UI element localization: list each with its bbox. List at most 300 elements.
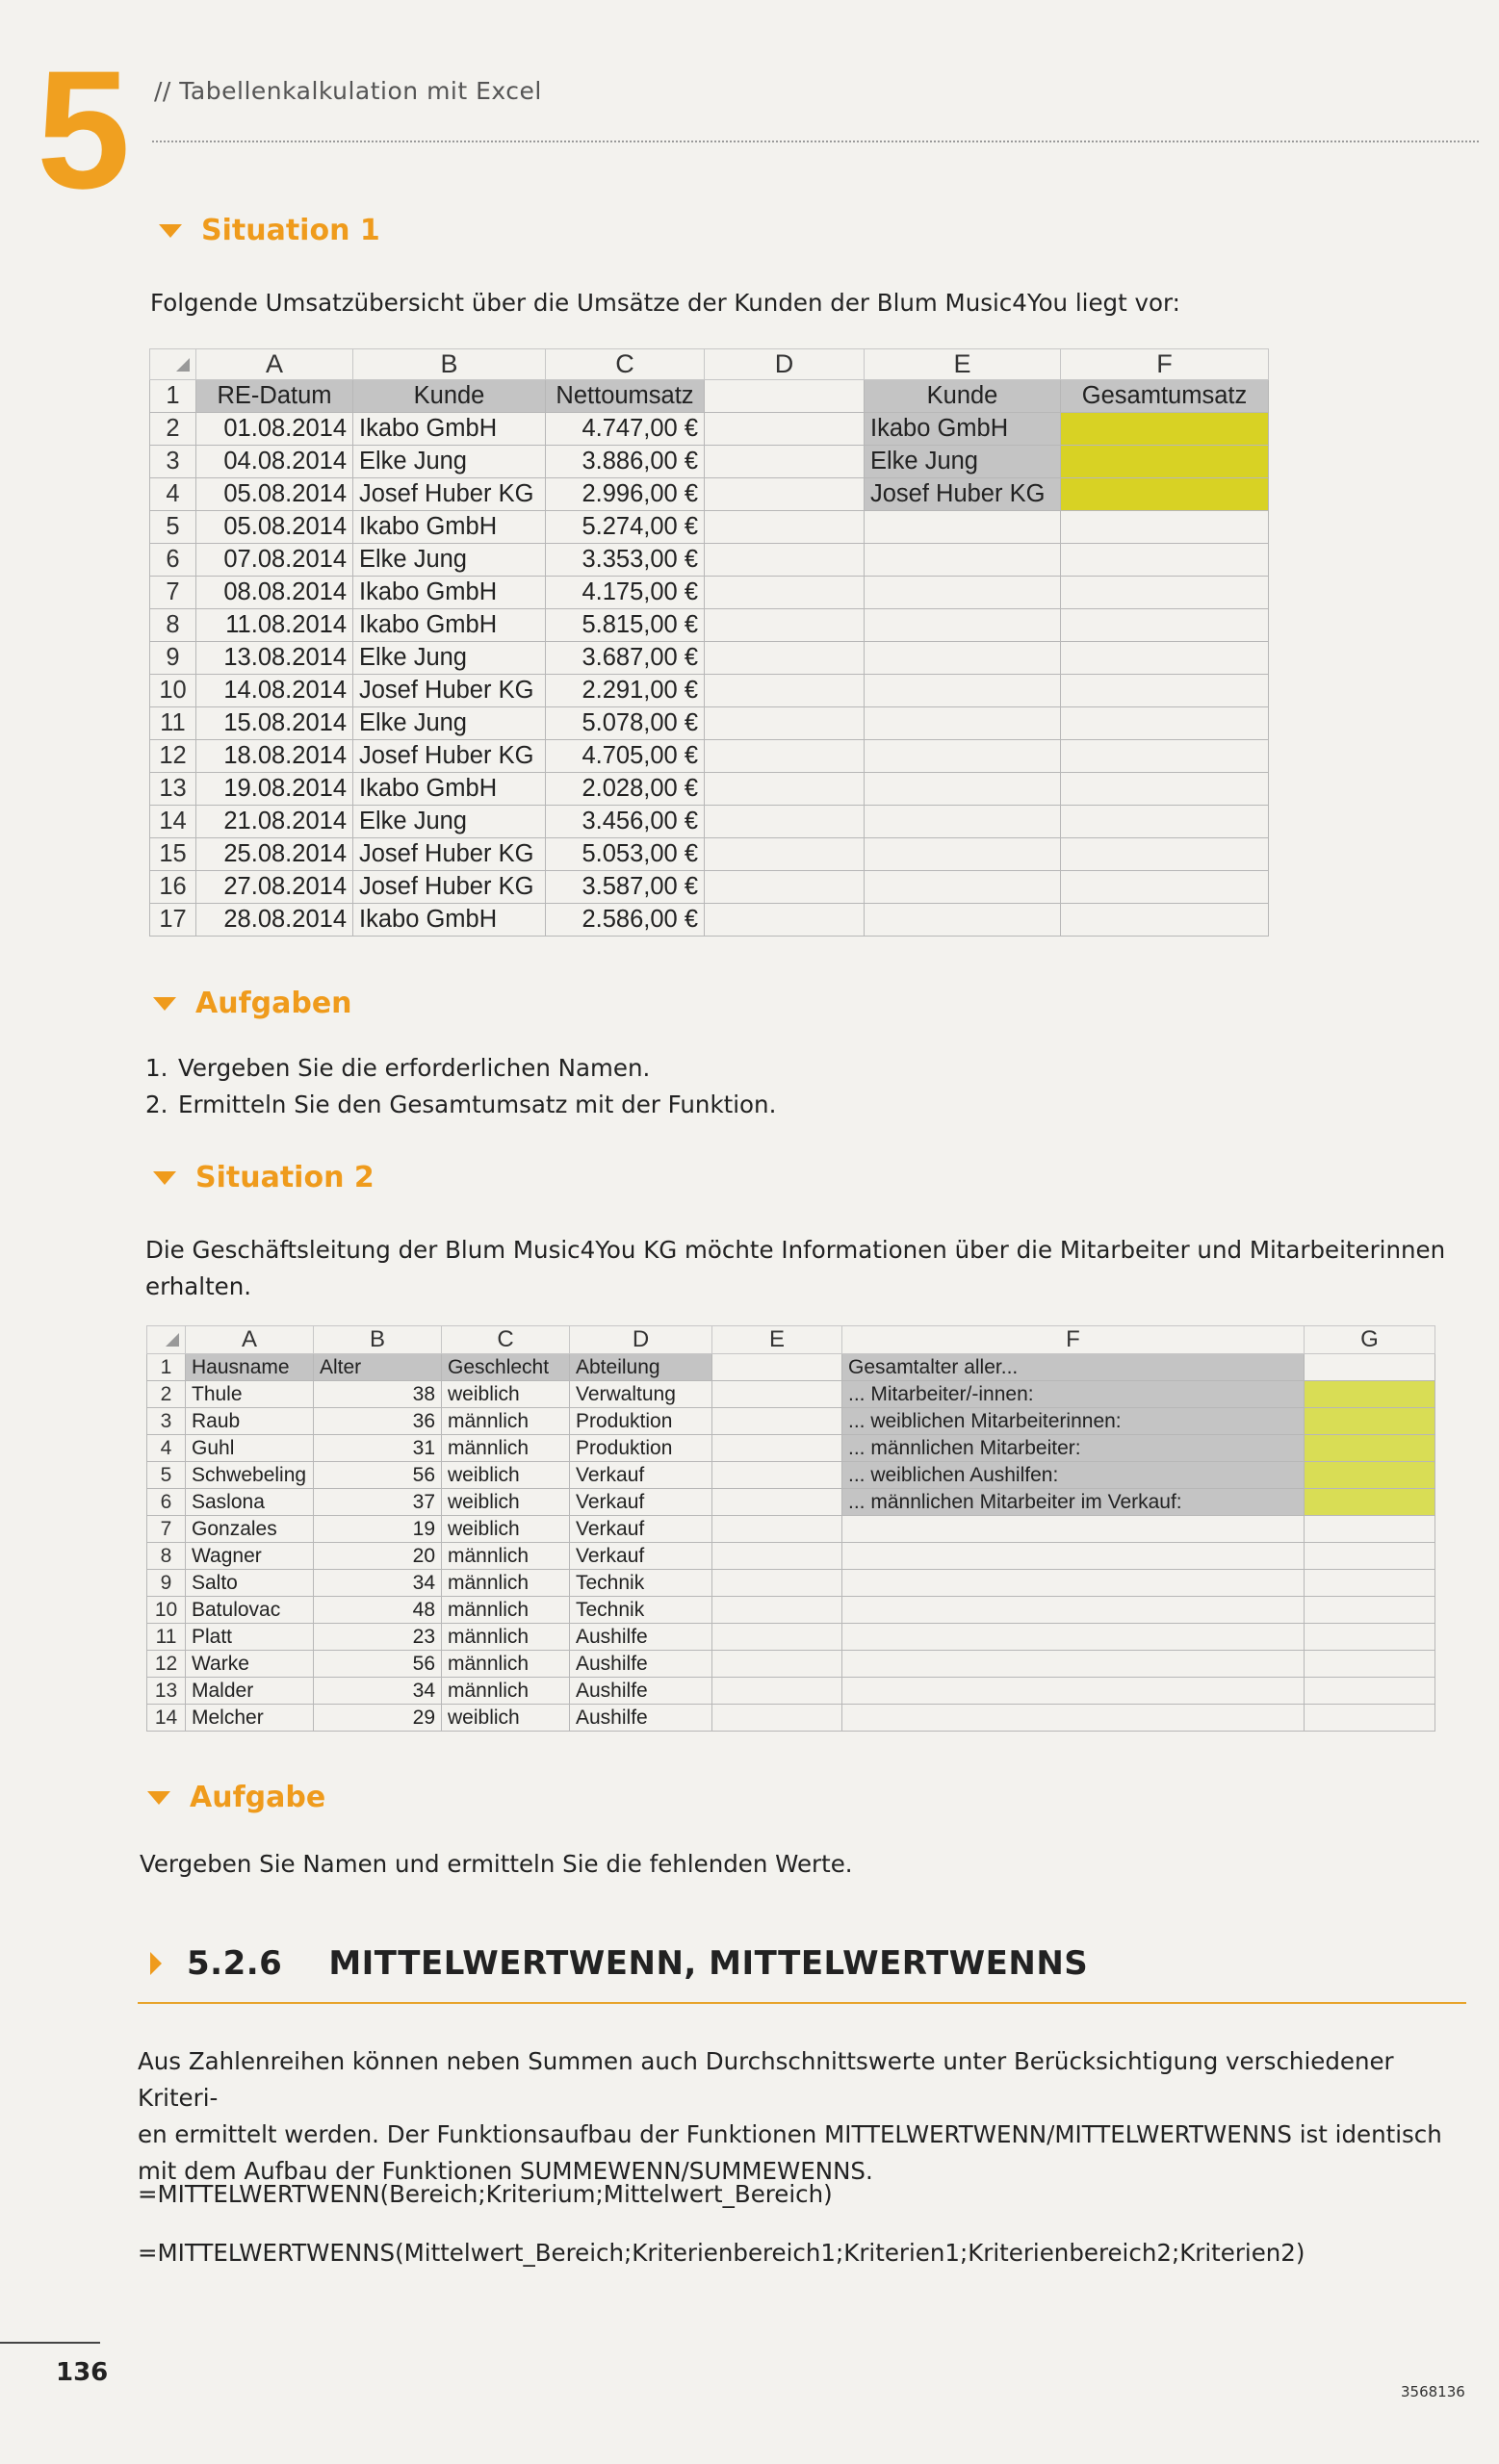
cell-empty[interactable] — [705, 740, 865, 773]
cell-name[interactable]: Thule — [186, 1381, 314, 1408]
cell-empty[interactable] — [842, 1543, 1305, 1570]
cell-empty[interactable] — [705, 871, 865, 904]
cell-empty[interactable] — [865, 904, 1061, 937]
cell-empty[interactable] — [712, 1651, 842, 1678]
summary-header-total[interactable]: Gesamtumsatz — [1061, 380, 1269, 413]
cell-empty[interactable] — [842, 1597, 1305, 1624]
column-header-row — [150, 349, 1269, 380]
header-cell-department[interactable]: Abteilung — [570, 1354, 712, 1381]
row-number[interactable]: 14 — [147, 1705, 186, 1732]
cell-empty[interactable] — [1305, 1678, 1435, 1705]
cell-date[interactable]: 21.08.2014 — [196, 806, 353, 838]
situation-2-intro — [145, 1232, 1445, 1305]
cell-name[interactable]: Guhl — [186, 1435, 314, 1462]
header-cell-age[interactable]: Alter — [314, 1354, 442, 1381]
summary-value-input[interactable] — [1305, 1435, 1435, 1462]
cell-age[interactable]: 31 — [314, 1435, 442, 1462]
table-row — [147, 1381, 1435, 1408]
cell-age[interactable]: 37 — [314, 1489, 442, 1516]
row-number[interactable]: 3 — [147, 1408, 186, 1435]
cell-empty[interactable] — [865, 577, 1061, 609]
cell-date[interactable]: 08.08.2014 — [196, 577, 353, 609]
task-2-title: Aufgabe — [190, 1781, 326, 1814]
cell-empty[interactable] — [705, 773, 865, 806]
summary-value-input[interactable] — [1305, 1462, 1435, 1489]
table-row — [147, 1678, 1435, 1705]
cell-date[interactable]: 05.08.2014 — [196, 478, 353, 511]
cell-customer[interactable]: Josef Huber KG — [353, 871, 546, 904]
cell-empty[interactable] — [1061, 838, 1269, 871]
cell-empty[interactable] — [712, 1597, 842, 1624]
column-header-c[interactable]: C — [546, 349, 705, 380]
cell-gender[interactable]: weiblich — [442, 1381, 570, 1408]
cell-empty[interactable] — [1061, 707, 1269, 740]
cell-empty[interactable] — [705, 478, 865, 511]
summary-label[interactable]: ... männlichen Mitarbeiter im Verkauf: — [842, 1489, 1305, 1516]
table-row — [147, 1516, 1435, 1543]
situation-2-title: Situation 2 — [195, 1161, 375, 1194]
cell-age[interactable]: 48 — [314, 1597, 442, 1624]
header-row — [150, 380, 1269, 413]
cell-customer[interactable]: Ikabo GmbH — [353, 413, 546, 446]
cell-department[interactable]: Aushilfe — [570, 1624, 712, 1651]
row-number[interactable]: 8 — [147, 1543, 186, 1570]
cell-customer[interactable]: Ikabo GmbH — [353, 609, 546, 642]
cell-gender[interactable]: männlich — [442, 1651, 570, 1678]
cell-empty[interactable] — [705, 904, 865, 937]
task-number: 1. — [145, 1054, 168, 1082]
cell-customer[interactable]: Elke Jung — [353, 446, 546, 478]
summary-customer[interactable]: Elke Jung — [865, 446, 1061, 478]
cell-empty[interactable] — [1061, 806, 1269, 838]
cell-empty[interactable] — [705, 707, 865, 740]
select-all-corner[interactable] — [147, 1326, 186, 1354]
cell-empty[interactable] — [1061, 511, 1269, 544]
table-row — [150, 675, 1269, 707]
situation-1-intro: Folgende Umsatzübersicht über die Umsätze der Kunden der Blum Music4You liegt vor: — [150, 289, 1180, 317]
cell-age[interactable]: 36 — [314, 1408, 442, 1435]
cell-gender[interactable]: männlich — [442, 1435, 570, 1462]
task-text: Vergeben Sie die erforderlichen Namen. — [178, 1054, 651, 1082]
row-number[interactable]: 10 — [147, 1597, 186, 1624]
cell-net-sales[interactable]: 4.747,00 € — [546, 413, 705, 446]
cell-gender[interactable]: männlich — [442, 1570, 570, 1597]
cell-empty[interactable] — [842, 1651, 1305, 1678]
row-number[interactable]: 13 — [150, 773, 196, 806]
row-number[interactable]: 7 — [150, 577, 196, 609]
cell-empty[interactable] — [865, 806, 1061, 838]
cell-gender[interactable]: weiblich — [442, 1705, 570, 1732]
cell-empty[interactable] — [1305, 1651, 1435, 1678]
cell-name[interactable]: Saslona — [186, 1489, 314, 1516]
column-header-d[interactable]: D — [705, 349, 865, 380]
cell-empty[interactable] — [1305, 1570, 1435, 1597]
header-cell-gender[interactable]: Geschlecht — [442, 1354, 570, 1381]
row-number[interactable]: 6 — [147, 1489, 186, 1516]
cell-department[interactable]: Produktion — [570, 1408, 712, 1435]
cell-date[interactable]: 27.08.2014 — [196, 871, 353, 904]
cell-customer[interactable]: Elke Jung — [353, 544, 546, 577]
cell-date[interactable]: 18.08.2014 — [196, 740, 353, 773]
cell-department[interactable]: Aushilfe — [570, 1678, 712, 1705]
cell-empty[interactable] — [865, 838, 1061, 871]
cell-department[interactable]: Aushilfe — [570, 1651, 712, 1678]
cell-empty[interactable] — [865, 544, 1061, 577]
cell-department[interactable]: Technik — [570, 1570, 712, 1597]
page-number: 136 — [56, 2358, 109, 2387]
cell-department[interactable]: Technik — [570, 1597, 712, 1624]
cell-empty[interactable] — [705, 838, 865, 871]
header-row — [147, 1354, 1435, 1381]
cell-age[interactable]: 20 — [314, 1543, 442, 1570]
cell-net-sales[interactable]: 4.705,00 € — [546, 740, 705, 773]
cell-empty[interactable] — [1061, 773, 1269, 806]
row-number[interactable]: 3 — [150, 446, 196, 478]
row-number[interactable]: 2 — [147, 1381, 186, 1408]
cell-name[interactable]: Raub — [186, 1408, 314, 1435]
cell-date[interactable]: 07.08.2014 — [196, 544, 353, 577]
summary-header-customer[interactable]: Kunde — [865, 380, 1061, 413]
cell-gender[interactable]: männlich — [442, 1597, 570, 1624]
cell-empty[interactable] — [712, 1705, 842, 1732]
cell-customer[interactable]: Elke Jung — [353, 642, 546, 675]
cell-customer[interactable]: Ikabo GmbH — [353, 773, 546, 806]
cell-name[interactable]: Melcher — [186, 1705, 314, 1732]
cell-empty[interactable] — [705, 806, 865, 838]
summary-total-input[interactable] — [1061, 478, 1269, 511]
row-number[interactable]: 9 — [147, 1570, 186, 1597]
row-number[interactable]: 13 — [147, 1678, 186, 1705]
cell-age[interactable]: 23 — [314, 1624, 442, 1651]
cell-empty[interactable] — [712, 1570, 842, 1597]
table-row — [150, 577, 1269, 609]
cell-department[interactable]: Produktion — [570, 1435, 712, 1462]
column-header-e[interactable]: E — [865, 349, 1061, 380]
summary-value-input[interactable] — [1305, 1489, 1435, 1516]
cell-gender[interactable]: männlich — [442, 1678, 570, 1705]
cell-empty[interactable] — [865, 740, 1061, 773]
task-2-text: Vergeben Sie Namen und ermitteln Sie die fehlenden Werte. — [140, 1850, 853, 1878]
cell-customer[interactable]: Elke Jung — [353, 806, 546, 838]
employee-spreadsheet — [146, 1325, 1435, 1732]
cell-net-sales[interactable]: 2.996,00 € — [546, 478, 705, 511]
cell-empty[interactable] — [705, 380, 865, 413]
table-row — [147, 1408, 1435, 1435]
row-number[interactable]: 11 — [147, 1624, 186, 1651]
cell-empty[interactable] — [1305, 1705, 1435, 1732]
column-header-b[interactable]: B — [314, 1326, 442, 1354]
table-row — [147, 1597, 1435, 1624]
cell-empty[interactable] — [1305, 1516, 1435, 1543]
section-title: MITTELWERTWENN, MITTELWERTWENNS — [328, 1944, 1089, 1983]
cell-customer[interactable]: Josef Huber KG — [353, 838, 546, 871]
table-row — [150, 773, 1269, 806]
triangle-right-icon — [150, 1952, 162, 1975]
cell-empty[interactable] — [842, 1570, 1305, 1597]
cell-date[interactable]: 15.08.2014 — [196, 707, 353, 740]
table-row — [150, 904, 1269, 937]
cell-gender[interactable]: männlich — [442, 1624, 570, 1651]
situation-1-title: Situation 1 — [201, 214, 380, 247]
summary-label[interactable]: ... Mitarbeiter/-innen: — [842, 1381, 1305, 1408]
cell-empty[interactable] — [712, 1462, 842, 1489]
cell-age[interactable]: 34 — [314, 1570, 442, 1597]
row-number[interactable]: 7 — [147, 1516, 186, 1543]
cell-empty[interactable] — [842, 1624, 1305, 1651]
task-item — [145, 1087, 776, 1123]
cell-net-sales[interactable]: 5.078,00 € — [546, 707, 705, 740]
cell-empty[interactable] — [1305, 1354, 1435, 1381]
summary-customer[interactable]: Ikabo GmbH — [865, 413, 1061, 446]
section-paragraph — [138, 2043, 1476, 2190]
row-number[interactable]: 4 — [150, 478, 196, 511]
cell-name[interactable]: Wagner — [186, 1543, 314, 1570]
summary-customer[interactable]: Josef Huber KG — [865, 478, 1061, 511]
summary-value-input[interactable] — [1305, 1408, 1435, 1435]
cell-name[interactable]: Schwebeling — [186, 1462, 314, 1489]
cell-customer[interactable]: Elke Jung — [353, 707, 546, 740]
cell-empty[interactable] — [705, 577, 865, 609]
cell-net-sales[interactable]: 3.687,00 € — [546, 642, 705, 675]
cell-name[interactable]: Gonzales — [186, 1516, 314, 1543]
column-header-b[interactable]: B — [353, 349, 546, 380]
header-cell-date[interactable]: RE-Datum — [196, 380, 353, 413]
task-list — [145, 1050, 776, 1123]
summary-label[interactable]: ... weiblichen Mitarbeiterinnen: — [842, 1408, 1305, 1435]
cell-date[interactable]: 11.08.2014 — [196, 609, 353, 642]
cell-gender[interactable]: männlich — [442, 1408, 570, 1435]
cell-empty[interactable] — [1061, 544, 1269, 577]
column-header-a[interactable]: A — [196, 349, 353, 380]
table-row — [150, 478, 1269, 511]
cell-name[interactable]: Batulovac — [186, 1597, 314, 1624]
column-header-g[interactable]: G — [1305, 1326, 1435, 1354]
table-row — [147, 1435, 1435, 1462]
row-number[interactable]: 1 — [150, 380, 196, 413]
cell-empty[interactable] — [705, 413, 865, 446]
intro-line: Die Geschäftsleitung der Blum Music4You KG möchte Informationen über die Mitarbeiter und Mitarbeiterinnen — [145, 1236, 1446, 1264]
cell-net-sales[interactable]: 2.586,00 € — [546, 904, 705, 937]
summary-label[interactable]: ... männlichen Mitarbeiter: — [842, 1435, 1305, 1462]
cell-age[interactable]: 38 — [314, 1381, 442, 1408]
cell-empty[interactable] — [1061, 904, 1269, 937]
cell-empty[interactable] — [865, 871, 1061, 904]
table-row — [150, 511, 1269, 544]
cell-age[interactable]: 56 — [314, 1651, 442, 1678]
cell-empty[interactable] — [865, 773, 1061, 806]
cell-customer[interactable]: Josef Huber KG — [353, 740, 546, 773]
cell-name[interactable]: Warke — [186, 1651, 314, 1678]
row-number[interactable]: 9 — [150, 642, 196, 675]
cell-empty[interactable] — [865, 642, 1061, 675]
cell-department[interactable]: Verkauf — [570, 1489, 712, 1516]
cell-empty[interactable] — [712, 1624, 842, 1651]
triangle-down-icon — [159, 224, 182, 238]
row-number[interactable]: 8 — [150, 609, 196, 642]
cell-empty[interactable] — [1305, 1543, 1435, 1570]
cell-age[interactable]: 56 — [314, 1462, 442, 1489]
cell-empty[interactable] — [842, 1705, 1305, 1732]
cell-department[interactable]: Verkauf — [570, 1516, 712, 1543]
cell-name[interactable]: Platt — [186, 1624, 314, 1651]
cell-gender[interactable]: weiblich — [442, 1462, 570, 1489]
cell-date[interactable]: 13.08.2014 — [196, 642, 353, 675]
table-row — [150, 413, 1269, 446]
cell-age[interactable]: 34 — [314, 1678, 442, 1705]
cell-department[interactable]: Verkauf — [570, 1462, 712, 1489]
table-row — [150, 609, 1269, 642]
cell-net-sales[interactable]: 3.456,00 € — [546, 806, 705, 838]
cell-department[interactable]: Aushilfe — [570, 1705, 712, 1732]
column-header-row — [147, 1326, 1435, 1354]
summary-label[interactable]: ... weiblichen Aushilfen: — [842, 1462, 1305, 1489]
task-item — [145, 1050, 776, 1087]
cell-date[interactable]: 05.08.2014 — [196, 511, 353, 544]
table-row — [150, 544, 1269, 577]
table-row — [147, 1705, 1435, 1732]
header-cell-customer[interactable]: Kunde — [353, 380, 546, 413]
row-number[interactable]: 11 — [150, 707, 196, 740]
cell-date[interactable]: 14.08.2014 — [196, 675, 353, 707]
cell-name[interactable]: Malder — [186, 1678, 314, 1705]
task-text: Ermitteln Sie den Gesamtumsatz mit der Funktion. — [178, 1091, 777, 1118]
cell-net-sales[interactable]: 5.815,00 € — [546, 609, 705, 642]
cell-date[interactable]: 04.08.2014 — [196, 446, 353, 478]
cell-empty[interactable] — [712, 1381, 842, 1408]
cell-empty[interactable] — [1061, 577, 1269, 609]
cell-empty[interactable] — [1305, 1624, 1435, 1651]
cell-date[interactable]: 01.08.2014 — [196, 413, 353, 446]
cell-empty[interactable] — [1061, 675, 1269, 707]
cell-empty[interactable] — [842, 1678, 1305, 1705]
sales-spreadsheet — [149, 348, 1269, 937]
cell-net-sales[interactable]: 3.587,00 € — [546, 871, 705, 904]
row-number[interactable]: 4 — [147, 1435, 186, 1462]
column-header-f[interactable]: F — [1061, 349, 1269, 380]
cell-date[interactable]: 28.08.2014 — [196, 904, 353, 937]
cell-name[interactable]: Salto — [186, 1570, 314, 1597]
tasks-1-heading — [153, 987, 352, 1020]
cell-gender[interactable]: weiblich — [442, 1516, 570, 1543]
task-number: 2. — [145, 1091, 168, 1118]
cell-gender[interactable]: weiblich — [442, 1489, 570, 1516]
table-row — [150, 740, 1269, 773]
cell-customer[interactable]: Ikabo GmbH — [353, 904, 546, 937]
cell-empty[interactable] — [1061, 871, 1269, 904]
chapter-number: 5 — [37, 37, 131, 224]
cell-empty[interactable] — [705, 446, 865, 478]
cell-net-sales[interactable]: 4.175,00 € — [546, 577, 705, 609]
column-header-c[interactable]: C — [442, 1326, 570, 1354]
cell-customer[interactable]: Ikabo GmbH — [353, 511, 546, 544]
header-cell-net-sales[interactable]: Nettoumsatz — [546, 380, 705, 413]
cell-department[interactable]: Verwaltung — [570, 1381, 712, 1408]
cell-empty[interactable] — [1061, 609, 1269, 642]
cell-empty[interactable] — [865, 675, 1061, 707]
formula-mittelwertwenn: =MITTELWERTWENN(Bereich;Kriterium;Mittelwert_Bereich) — [138, 2180, 833, 2208]
column-header-d[interactable]: D — [570, 1326, 712, 1354]
row-number[interactable]: 14 — [150, 806, 196, 838]
cell-customer[interactable]: Josef Huber KG — [353, 478, 546, 511]
triangle-down-icon — [153, 1171, 176, 1185]
row-number[interactable]: 2 — [150, 413, 196, 446]
row-number[interactable]: 5 — [150, 511, 196, 544]
cell-empty[interactable] — [705, 609, 865, 642]
cell-empty[interactable] — [705, 544, 865, 577]
cell-empty[interactable] — [842, 1516, 1305, 1543]
column-header-e[interactable]: E — [712, 1326, 842, 1354]
row-number[interactable]: 5 — [147, 1462, 186, 1489]
header-cell-name[interactable]: Hausname — [186, 1354, 314, 1381]
cell-empty[interactable] — [705, 675, 865, 707]
select-all-corner[interactable] — [150, 349, 196, 380]
cell-customer[interactable]: Josef Huber KG — [353, 675, 546, 707]
cell-net-sales[interactable]: 2.028,00 € — [546, 773, 705, 806]
situation-2-heading — [153, 1161, 375, 1194]
cell-net-sales[interactable]: 3.886,00 € — [546, 446, 705, 478]
task-2-heading — [147, 1781, 325, 1814]
summary-title[interactable]: Gesamtalter aller... — [842, 1354, 1305, 1381]
cell-empty[interactable] — [705, 511, 865, 544]
cell-department[interactable]: Verkauf — [570, 1543, 712, 1570]
cell-age[interactable]: 19 — [314, 1516, 442, 1543]
cell-empty[interactable] — [865, 609, 1061, 642]
column-header-f[interactable]: F — [842, 1326, 1305, 1354]
cell-empty[interactable] — [865, 707, 1061, 740]
cell-empty[interactable] — [712, 1678, 842, 1705]
row-number[interactable]: 12 — [147, 1651, 186, 1678]
cell-gender[interactable]: männlich — [442, 1543, 570, 1570]
cell-empty[interactable] — [712, 1543, 842, 1570]
row-number[interactable]: 17 — [150, 904, 196, 937]
summary-total-input[interactable] — [1061, 413, 1269, 446]
row-number[interactable]: 16 — [150, 871, 196, 904]
cell-empty[interactable] — [865, 511, 1061, 544]
cell-empty[interactable] — [712, 1435, 842, 1462]
cell-empty[interactable] — [712, 1408, 842, 1435]
row-number[interactable]: 15 — [150, 838, 196, 871]
row-number[interactable]: 12 — [150, 740, 196, 773]
cell-date[interactable]: 25.08.2014 — [196, 838, 353, 871]
cell-empty[interactable] — [712, 1516, 842, 1543]
cell-empty[interactable] — [1061, 740, 1269, 773]
cell-net-sales[interactable]: 2.291,00 € — [546, 675, 705, 707]
cell-empty[interactable] — [1061, 642, 1269, 675]
table-row — [150, 838, 1269, 871]
cell-age[interactable]: 29 — [314, 1705, 442, 1732]
table-row — [150, 446, 1269, 478]
cell-empty[interactable] — [712, 1354, 842, 1381]
row-number[interactable]: 1 — [147, 1354, 186, 1381]
row-number[interactable]: 6 — [150, 544, 196, 577]
cell-empty[interactable] — [712, 1489, 842, 1516]
section-divider — [138, 2002, 1466, 2004]
cell-net-sales[interactable]: 5.053,00 € — [546, 838, 705, 871]
cell-net-sales[interactable]: 5.274,00 € — [546, 511, 705, 544]
cell-customer[interactable]: Ikabo GmbH — [353, 577, 546, 609]
cell-empty[interactable] — [705, 642, 865, 675]
cell-empty[interactable] — [1305, 1597, 1435, 1624]
cell-date[interactable]: 19.08.2014 — [196, 773, 353, 806]
summary-total-input[interactable] — [1061, 446, 1269, 478]
cell-net-sales[interactable]: 3.353,00 € — [546, 544, 705, 577]
table-row — [150, 871, 1269, 904]
column-header-a[interactable]: A — [186, 1326, 314, 1354]
intro-line: erhalten. — [145, 1272, 252, 1300]
summary-value-input[interactable] — [1305, 1381, 1435, 1408]
row-number[interactable]: 10 — [150, 675, 196, 707]
table-row — [150, 707, 1269, 740]
